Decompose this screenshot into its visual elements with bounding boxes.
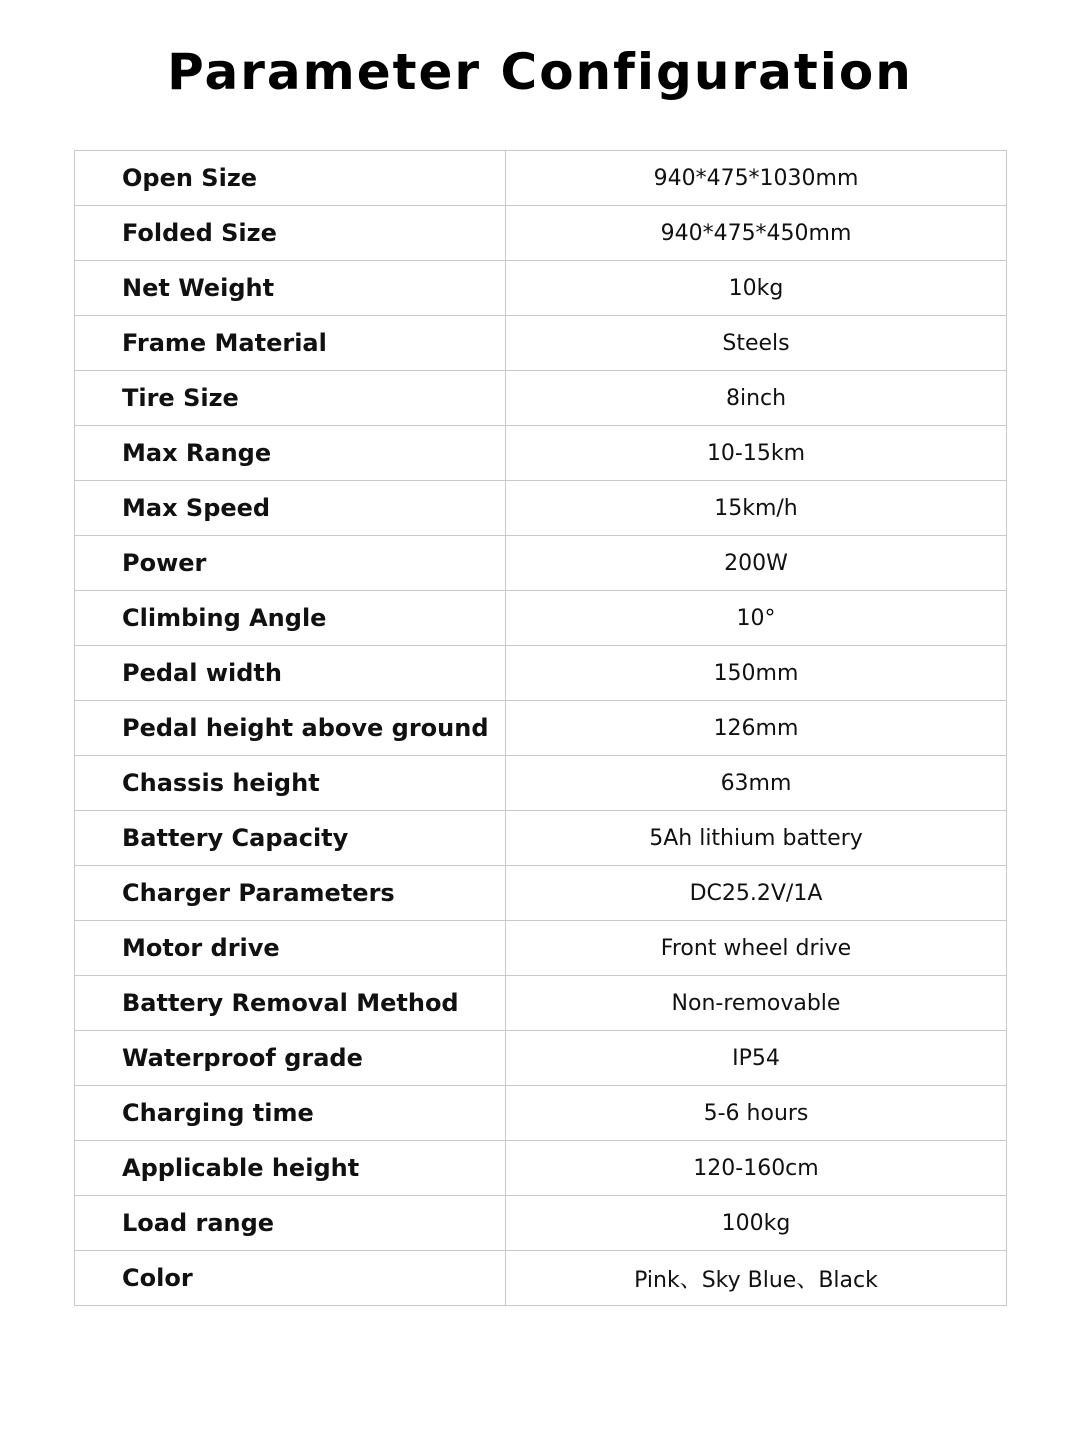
- spec-table-body: [75, 151, 1007, 1306]
- spec-label: Load range: [75, 1196, 506, 1251]
- table-row: [75, 316, 1007, 371]
- spec-label: Battery Removal Method: [75, 976, 506, 1031]
- spec-label: Chassis height: [75, 756, 506, 811]
- spec-value: 63mm: [506, 756, 1007, 811]
- table-row: [75, 371, 1007, 426]
- table-row: [75, 811, 1007, 866]
- spec-value: 940*475*1030mm: [506, 151, 1007, 206]
- page-title: Parameter Configuration: [167, 43, 913, 101]
- table-row: [75, 1141, 1007, 1196]
- spec-label: Net Weight: [75, 261, 506, 316]
- table-row: [75, 866, 1007, 921]
- spec-label: Tire Size: [75, 371, 506, 426]
- spec-label: Power: [75, 536, 506, 591]
- spec-label: Climbing Angle: [75, 591, 506, 646]
- table-row: [75, 1086, 1007, 1141]
- table-row: [75, 481, 1007, 536]
- spec-label: Battery Capacity: [75, 811, 506, 866]
- spec-value: IP54: [506, 1031, 1007, 1086]
- spec-label: Charger Parameters: [75, 866, 506, 921]
- table-row: [75, 536, 1007, 591]
- spec-value: 150mm: [506, 646, 1007, 701]
- spec-value: DC25.2V/1A: [506, 866, 1007, 921]
- spec-label: Pedal width: [75, 646, 506, 701]
- spec-label: Color: [75, 1251, 506, 1306]
- spec-label: Open Size: [75, 151, 506, 206]
- table-row: [75, 426, 1007, 481]
- table-row: [75, 1251, 1007, 1306]
- table-row: [75, 261, 1007, 316]
- spec-value: 5-6 hours: [506, 1086, 1007, 1141]
- table-row: [75, 976, 1007, 1031]
- spec-value: 8inch: [506, 371, 1007, 426]
- table-row: [75, 1196, 1007, 1251]
- table-row: [75, 756, 1007, 811]
- spec-value: 200W: [506, 536, 1007, 591]
- spec-value: Non-removable: [506, 976, 1007, 1031]
- spec-value: 120-160cm: [506, 1141, 1007, 1196]
- table-row: [75, 921, 1007, 976]
- spec-label: Max Range: [75, 426, 506, 481]
- table-row: [75, 701, 1007, 756]
- table-row: [75, 206, 1007, 261]
- spec-value: Steels: [506, 316, 1007, 371]
- spec-label: Applicable height: [75, 1141, 506, 1196]
- spec-value: 126mm: [506, 701, 1007, 756]
- table-row: [75, 1031, 1007, 1086]
- table-row: [75, 151, 1007, 206]
- table-row: [75, 591, 1007, 646]
- spec-value: 10kg: [506, 261, 1007, 316]
- spec-value: 5Ah lithium battery: [506, 811, 1007, 866]
- spec-label: Pedal height above ground: [75, 701, 506, 756]
- spec-value: 10-15km: [506, 426, 1007, 481]
- spec-value: 100kg: [506, 1196, 1007, 1251]
- spec-table: [74, 150, 1007, 1306]
- spec-label: Max Speed: [75, 481, 506, 536]
- spec-value: 940*475*450mm: [506, 206, 1007, 261]
- spec-value: 10°: [506, 591, 1007, 646]
- spec-label: Motor drive: [75, 921, 506, 976]
- spec-value: Pink、Sky Blue、Black: [506, 1251, 1007, 1306]
- spec-value: 15km/h: [506, 481, 1007, 536]
- table-row: [75, 646, 1007, 701]
- spec-label: Charging time: [75, 1086, 506, 1141]
- spec-value: Front wheel drive: [506, 921, 1007, 976]
- spec-label: Folded Size: [75, 206, 506, 261]
- spec-label: Waterproof grade: [75, 1031, 506, 1086]
- spec-label: Frame Material: [75, 316, 506, 371]
